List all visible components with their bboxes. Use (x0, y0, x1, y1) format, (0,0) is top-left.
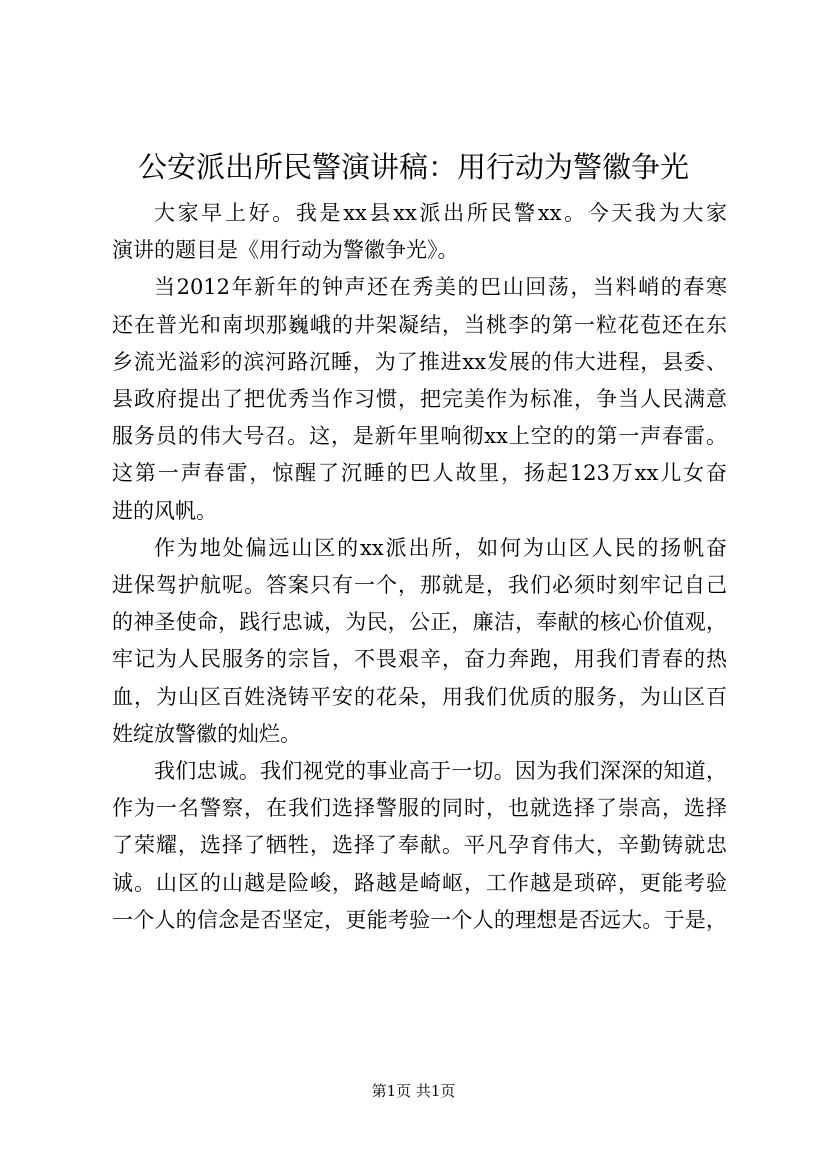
text-line: 服务员的伟大号召。这，是新年里响彻xx上空的的第一声春雷。 (112, 424, 727, 449)
text-line: 乡流光溢彩的滨河路沉睡，为了推进xx发展的伟大进程，县委、 (112, 349, 727, 374)
text-line: 演讲的题目是《用行动为警徽争光》。 (112, 238, 459, 263)
text-line: 县政府提出了把优秀当作习惯，把完美作为标准，争当人民满意 (112, 387, 727, 412)
text-line: 大家早上好。我是xx县xx派出所民警xx。今天我为大家 (154, 201, 727, 225)
paragraph (112, 195, 727, 269)
document-title: 公安派出所民警演讲稿：用行动为警徽争光 (137, 150, 689, 184)
text-line: 一个人的信念是否坚定，更能考验一个人的理想是否远大。于是， (112, 907, 727, 932)
text-line: 作为地处偏远山区的xx派出所，如何为山区人民的扬帆奋 (154, 535, 727, 560)
document-body (112, 195, 727, 939)
text-line: 我们忠诚。我们视党的事业高于一切。因为我们深深的知道， (154, 759, 727, 784)
text-line: 姓绽放警徽的灿烂。 (112, 721, 301, 746)
text-line: 的神圣使命，践行忠诚，为民，公正，廉洁，奉献的核心价值观， (112, 610, 727, 635)
text-line: 诚。山区的山越是险峻，路越是崎岖，工作越是琐碎，更能考验 (112, 870, 727, 895)
text-line: 当2012年新年的钟声还在秀美的巴山回荡，当料峭的春寒 (154, 275, 727, 300)
page-number-footer: 第1页 共1页 (371, 1082, 456, 1100)
text-line: 进保驾护航呢。答案只有一个，那就是，我们必须时刻牢记自己 (112, 573, 727, 598)
text-line: 牢记为人民服务的宗旨，不畏艰辛，奋力奔跑，用我们青春的热 (112, 647, 727, 672)
paragraph (112, 530, 727, 753)
text-line: 还在普光和南坝那巍峨的井架凝结，当桃李的第一粒花苞还在东 (112, 312, 727, 337)
text-line: 进的风帆。 (112, 498, 217, 523)
paragraph (112, 753, 727, 939)
text-line: 作为一名警察，在我们选择警服的同时，也就选择了崇高，选择 (112, 796, 727, 821)
text-line: 这第一声春雷，惊醒了沉睡的巴人故里，扬起123万xx儿女奋 (112, 461, 727, 486)
text-line: 血，为山区百姓浇铸平安的花朵，用我们优质的服务，为山区百 (112, 684, 727, 709)
text-line: 了荣耀，选择了牺牲，选择了奉献。平凡孕育伟大，辛勤铸就忠 (112, 833, 727, 858)
paragraph (112, 269, 727, 529)
